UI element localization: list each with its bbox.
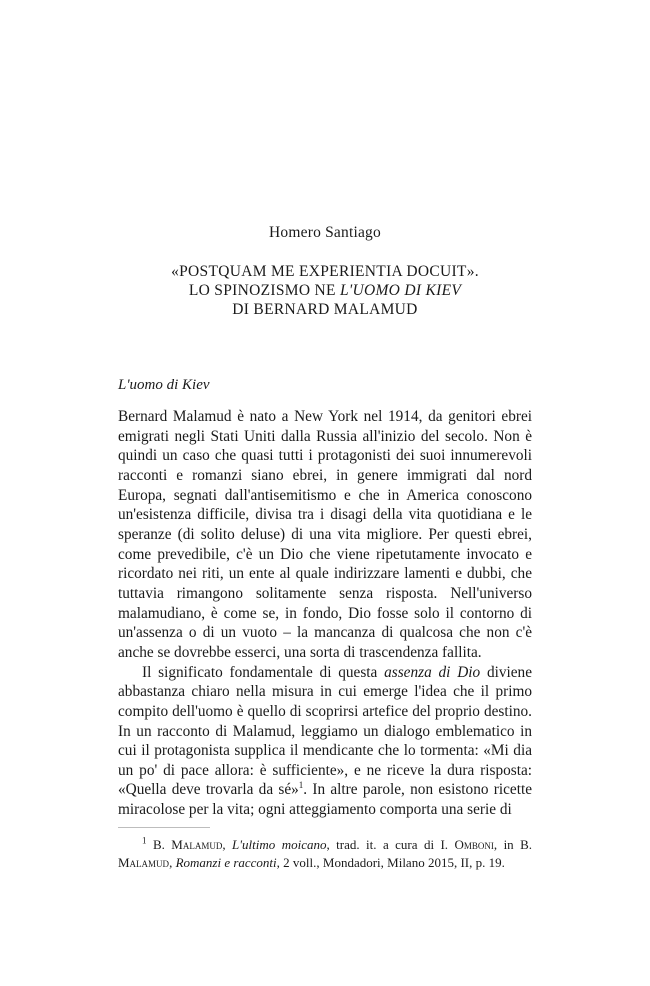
paragraph-2-part-c: . In altre parole, non esistono ricette miracolose per la vita; ogni atteggiamento comporta una serie di xyxy=(118,781,532,819)
title-line-2-prefix: LO SPINOZISMO NE xyxy=(188,282,340,299)
paragraph-2-part-b: diviene abbastanza chiaro nella misura in cui emerge l'idea che il primo compito dell'uomo è quello di scoprirsi artefice del proprio destino. In un racconto di Malamud, leggiamo un dialogo emblematico in cui il protagonista supplica il mendicante che lo tormenta: «Mi dia un po' di pace allora: è sufficiente», e ne riceve la dura risposta: «Quella deve trovarla da sé» xyxy=(118,663,532,799)
article-title xyxy=(118,262,532,319)
paragraph-1: Bernard Malamud è nato a New York nel 1914, da genitori ebrei emigrati negli Stati Uniti dalla Russia all'inizio del secolo. Non è quindi un caso che quasi tutti i protagonisti dei suoi innumerevoli racconti e romanzi siano ebrei, in genere immigrati dal nord Europa, segnati dall'antisemitismo e che in America conoscono un'esistenza difficile, divisa tra i disagi della vita quotidiana e le speranze (di solito deluse) di una vita migliore. Per questi ebrei, come prevedibile, c'è un Dio che viene ripetutamente invocato e ricordato nei riti, un ente al quale indirizzare lamenti e dubbi, che tuttavia rimangono solitamente senza risposta. Nell'universo malamudiano, è come se, in fondo, Dio fosse solo il contorno di un'assenza o di un vuoto – la mancanza di qualcosa che non c'è anche se dovrebbe esserci, una sorta di trascendenza fallita. xyxy=(118,408,532,661)
footnote-translator: Omboni xyxy=(454,837,494,852)
paragraph-2 xyxy=(118,663,532,820)
footnote-middle-1: , trad. it. a cura di I. xyxy=(326,837,455,852)
footnote-reference[interactable]: 1 xyxy=(298,780,304,791)
footnote-tail: , 2 voll., Mondadori, Milano 2015, II, p. 19. xyxy=(276,855,505,870)
title-line-2-italic: L'UOMO DI KIEV xyxy=(339,282,462,299)
footnote-number: 1 xyxy=(142,835,147,846)
section-heading: L'uomo di Kiev xyxy=(118,377,210,393)
footnote-middle-2: , in B. xyxy=(493,837,533,852)
footnote-rule xyxy=(118,827,210,828)
footnote xyxy=(118,836,532,872)
body-text xyxy=(118,407,532,820)
author-name: Homero Santiago xyxy=(269,224,381,241)
footnote-work1: L'ultimo moicano xyxy=(232,837,327,852)
footnote-work2: Romanzi e racconti xyxy=(175,855,277,870)
footnote-author1-initial: B. xyxy=(152,837,172,852)
footnote-author2: Malamud xyxy=(118,855,170,870)
footnote-author1: Malamud xyxy=(171,837,223,852)
paragraph-2-part-a: Il significato fondamentale di questa xyxy=(142,663,385,681)
title-line-3: DI BERNARD MALAMUD xyxy=(232,301,418,318)
title-line-1: «POSTQUAM ME EXPERIENTIA DOCUIT». xyxy=(171,263,479,280)
title-line-2 xyxy=(118,281,532,300)
footnote-separator: , xyxy=(222,837,233,852)
footnote-separator: , xyxy=(169,855,176,870)
paragraph-2-italic: assenza di Dio xyxy=(384,663,481,681)
